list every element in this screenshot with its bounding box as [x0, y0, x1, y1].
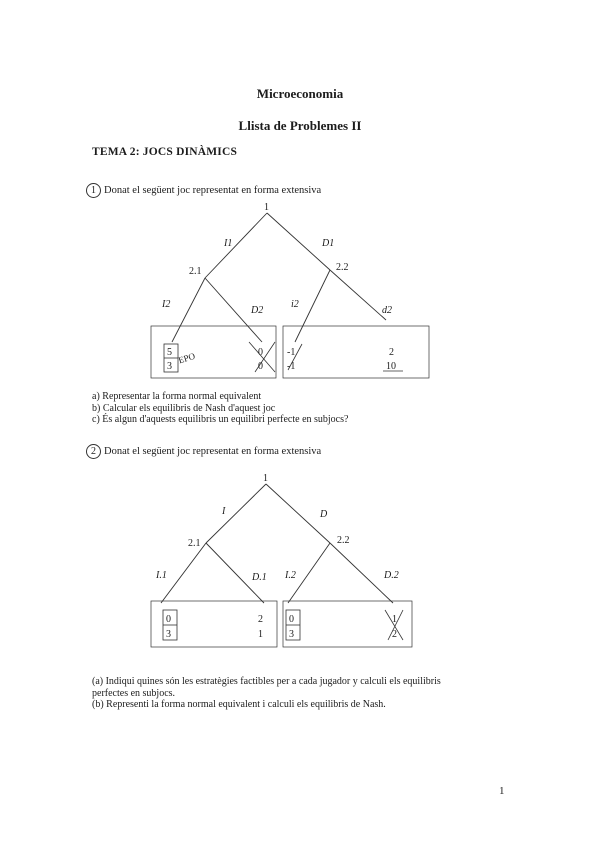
p1-right-action: D1	[322, 238, 335, 249]
p1-branch-ll	[172, 278, 205, 342]
p2-payoff-1-p2: 3	[166, 629, 171, 640]
problem-1-number: 1	[86, 183, 101, 198]
p1-branch-rl	[295, 270, 330, 342]
p2-payoff-3-p2: 3	[289, 629, 294, 640]
p1-branch-left	[205, 213, 267, 278]
p1-payoff-3-p2: -1	[287, 361, 296, 372]
problem-1-question-c: c) És algun d'aquests equilibris un equilibri perfecte en subjocs?	[92, 414, 349, 425]
p1-payoff-2-p2: 0	[258, 361, 263, 372]
p2-right-node-label: 2.2	[337, 535, 350, 546]
p1-branch-rr	[330, 270, 386, 320]
problem-1-questions	[92, 391, 348, 426]
p1-root-label: 1	[264, 202, 269, 213]
problem-2-statement	[86, 444, 321, 459]
problem-1-question-a: a) Representar la forma normal equivalent	[92, 391, 262, 402]
p2-rl-action: I.2	[285, 570, 296, 581]
p1-payoff-1-p2: 3	[167, 361, 172, 372]
p2-payoff-2-p1: 2	[258, 614, 263, 625]
p1-payoff-box-right	[283, 326, 429, 378]
p1-right-node-label: 2.2	[336, 262, 349, 273]
problem-2-number: 2	[86, 444, 101, 459]
problem-2-question-a: (a) Indiqui quines són les estratègies factibles per a cada jugador y calculi els equilibris	[92, 676, 441, 687]
p1-lr-action: D2	[251, 305, 264, 316]
p1-left-node-label: 2.1	[189, 266, 202, 277]
list-title: Llista de Problemes II	[238, 118, 362, 133]
p2-payoff-1-p1: 0	[166, 614, 171, 625]
p2-lr-action: D.1	[252, 572, 267, 583]
problem-2-question-a-cont: perfectes en subjocs.	[92, 687, 176, 699]
p2-payoff-4-p1: 1	[392, 614, 397, 625]
p2-left-action: I	[222, 506, 226, 517]
p1-payoff-1-p1: 5	[167, 347, 172, 358]
problem-2-question-b: (b) Representi la forma normal equivalent i calculi els equilibris de Nash.	[92, 699, 386, 710]
problem-1-question-b: b) Calcular els equilibris de Nash d'aquest joc	[92, 402, 276, 414]
p2-right-action: D	[320, 509, 328, 520]
p1-payoff-4-p1: 2	[389, 347, 394, 358]
p2-rr-action: D.2	[384, 570, 399, 581]
p2-branch-left	[206, 484, 266, 543]
p2-left-node-label: 2.1	[188, 538, 201, 549]
p2-payoff-4-p2: 2	[392, 629, 397, 640]
section-title: TEMA 2: JOCS DINÀMICS	[92, 146, 238, 158]
p2-branch-ll	[161, 543, 206, 603]
p2-payoff-2-p2: 1	[258, 629, 263, 640]
p1-handwritten-note: EPO	[177, 350, 197, 366]
p2-root-label: 1	[263, 473, 268, 484]
p1-rr-action: d2	[382, 305, 392, 316]
p1-ll-action: I2	[162, 299, 171, 310]
problem-2-text: Donat el següent joc representat en forma extensiva	[104, 446, 322, 457]
problem-1-text: Donat el següent joc representat en forma extensiva	[104, 185, 322, 196]
p1-left-action: I1	[224, 238, 233, 249]
p1-payoff-4-p2: 10	[386, 361, 396, 372]
course-title: Microeconomia	[256, 86, 344, 101]
page-number: 1	[499, 785, 505, 797]
p2-ll-action: I.1	[156, 570, 167, 581]
p2-payoff-3-p1: 0	[289, 614, 294, 625]
p1-branch-right	[267, 213, 330, 270]
p1-payoff-2-p1: 0	[258, 347, 263, 358]
p1-payoff-3-p1: -1	[287, 347, 296, 358]
p1-rl-action: i2	[291, 299, 299, 310]
problem-2-questions	[92, 676, 512, 711]
